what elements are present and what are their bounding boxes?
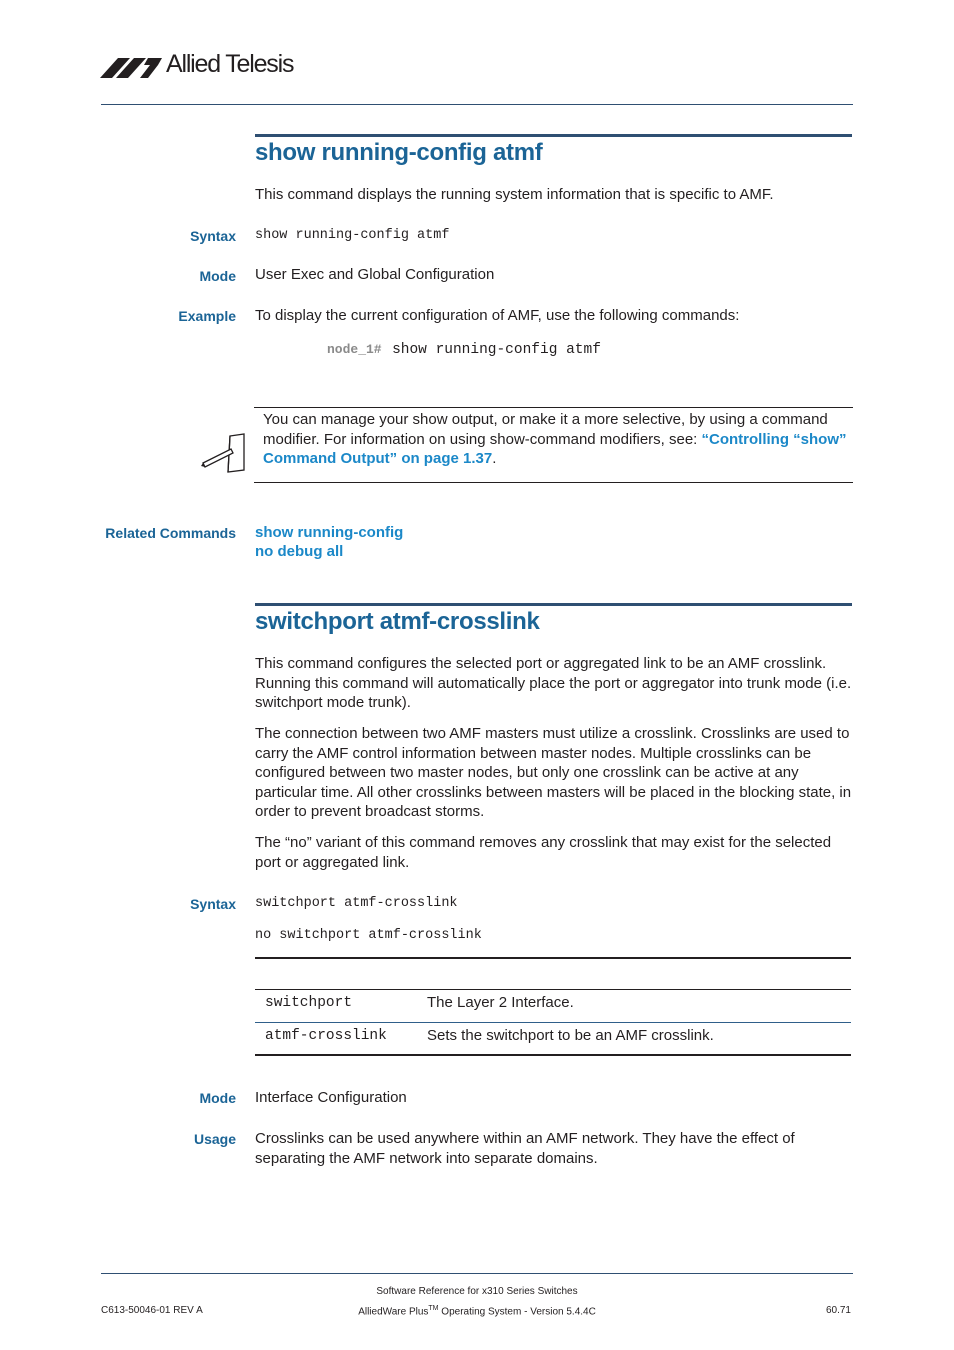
section-title: show running-config atmf: [255, 139, 543, 166]
related-link-show-running-config[interactable]: show running-config: [255, 524, 404, 541]
table-row: [255, 1023, 851, 1054]
description-paragraph: This command configures the selected port or aggregated link to be an AMF crosslink. Running this command will automatically place the port or aggregator into trunk mode (i.e. switchport mode trunk).: [255, 655, 852, 711]
table-bottom-rule: [255, 1054, 851, 1056]
logo-mark-icon: [100, 53, 164, 81]
trademark-mark: TM: [428, 1305, 439, 1312]
syntax-label: Syntax: [190, 228, 236, 244]
description-paragraph: The connection between two AMF masters must utilize a crosslink. Crosslinks are used to carry the AMF control information between master nodes. Multiple crosslinks can be configured between two master nodes, but only one crosslink can be active at any particular time. All other crosslinks between masters will be placed in the blocking state, in order to prevent broadcast storms.: [255, 725, 852, 820]
syntax-text: show running-config atmf: [255, 228, 450, 243]
usage-text: Crosslinks can be used anywhere within an AMF network. They have the effect of separating the AMF network into separate domains.: [255, 1130, 795, 1167]
example-label: Example: [178, 308, 236, 324]
header-rule: [101, 104, 853, 105]
command-description: This command displays the running system information that is specific to AMF.: [255, 186, 774, 203]
note-link[interactable]: “Controlling “show” Command Output” on page 1.37: [263, 430, 847, 467]
mode-text: Interface Configuration: [255, 1089, 407, 1106]
footer-doc-id: C613-50046-01 REV A: [101, 1305, 203, 1316]
footer-page-number: 60.71: [825, 1305, 851, 1316]
note-text: [263, 410, 853, 469]
syntax-text: switchport atmf-crosslink: [255, 896, 458, 911]
footer-os-version: [300, 1305, 654, 1317]
section-title: switchport atmf-crosslink: [255, 608, 540, 635]
table-row: [255, 990, 851, 1022]
description-paragraph: The “no” variant of this command removes any crosslink that may exist for the selected port or aggregated link.: [255, 834, 832, 871]
related-commands-label: Related Commands: [105, 525, 236, 541]
parameter-table: [255, 957, 851, 1056]
note-pencil-icon: [200, 432, 250, 476]
example-command-line: [327, 340, 601, 358]
note-text-part-2: .: [492, 450, 497, 467]
table-top-rule: [255, 957, 851, 959]
section-title-rule: [255, 134, 852, 137]
section-title-rule: [255, 603, 852, 606]
footer-os-name: AlliedWare Plus: [358, 1306, 429, 1318]
table-param: switchport: [265, 995, 353, 1011]
note-text-part-1: You can manage your show output, or make it a more selective, by using a command modifier. For information on using show-command modifiers, see:: [263, 411, 828, 448]
table-desc: Sets the switchport to be an AMF crosslink.: [427, 1027, 714, 1044]
command-text: show running-config atmf: [392, 342, 601, 358]
usage-label: Usage: [193, 1131, 236, 1147]
syntax-text: no switchport atmf-crosslink: [255, 928, 482, 943]
footer-os-suffix: Operating System - Version 5.4.4C: [438, 1306, 596, 1318]
related-link-no-debug-all[interactable]: no debug all: [255, 543, 344, 560]
prompt-text: node_1#: [327, 342, 382, 357]
mode-text: User Exec and Global Configuration: [255, 266, 495, 283]
footer-title: Software Reference for x310 Series Switches: [376, 1286, 578, 1297]
example-intro: To display the current configuration of AMF, use the following commands:: [255, 307, 740, 324]
table-param: atmf-crosslink: [265, 1028, 387, 1044]
mode-label: Mode: [199, 268, 236, 284]
company-logo: [100, 50, 300, 82]
footer-rule: [101, 1273, 853, 1274]
mode-label: Mode: [199, 1090, 236, 1106]
syntax-label: Syntax: [190, 896, 236, 912]
brand-name: Allied Telesis: [166, 50, 294, 78]
table-desc: The Layer 2 Interface.: [427, 994, 574, 1011]
